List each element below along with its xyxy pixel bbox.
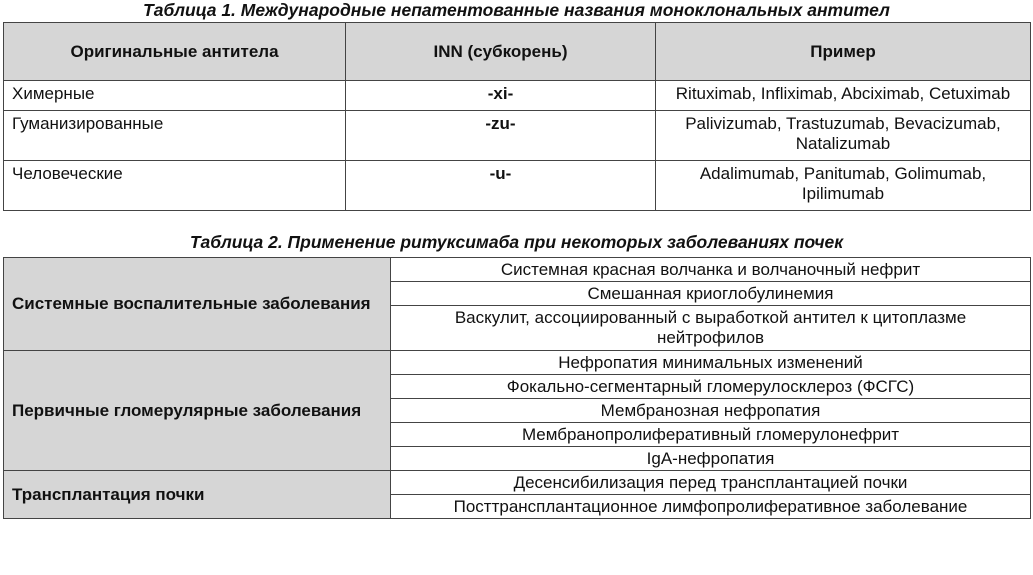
antibody-type-cell: Гуманизированные: [4, 111, 346, 161]
antibody-type-cell: Химерные: [4, 81, 346, 111]
table-row: [4, 471, 1031, 495]
table-row: [4, 81, 1031, 111]
disease-cell: Посттрансплантационное лимфопролиферативное заболевание: [391, 495, 1031, 519]
table-row: [4, 161, 1031, 211]
table2-caption: Таблица 2. Применение ритуксимаба при некоторых заболеваниях почек: [189, 232, 844, 252]
column-header-inn: INN (субкорень): [346, 23, 656, 81]
inn-stem-cell: -zu-: [346, 111, 656, 161]
group-cell-glomerular: Первичные гломерулярные заболевания: [4, 351, 391, 471]
table1-caption: Таблица 1. Международные непатентованные названия моноклональных антител: [143, 0, 890, 20]
table-header-row: [4, 23, 1031, 81]
column-header-antibodies: Оригинальные антитела: [4, 23, 346, 81]
column-header-example: Пример: [656, 23, 1031, 81]
inn-stem-cell: -u-: [346, 161, 656, 211]
rituximab-applications-table: [3, 257, 1031, 519]
example-cell: Rituximab, Infliximab, Abciximab, Cetuximab: [656, 81, 1031, 111]
antibody-type-cell: Человеческие: [4, 161, 346, 211]
disease-cell: Смешанная криоглобулинемия: [391, 282, 1031, 306]
inn-stem-cell: -xi-: [346, 81, 656, 111]
group-cell-transplant: Трансплантация почки: [4, 471, 391, 519]
example-cell: Adalimumab, Panitumab, Golimumab, Ipilimumab: [656, 161, 1031, 211]
table-row: [4, 111, 1031, 161]
disease-cell: Десенсибилизация перед трансплантацией почки: [391, 471, 1031, 495]
disease-cell: Васкулит, ассоциированный с выработкой антител к цитоплазме нейтрофилов: [391, 306, 1031, 351]
group-cell-systemic: Системные воспалительные заболевания: [4, 258, 391, 351]
example-cell: Palivizumab, Trastuzumab, Bevacizumab, Natalizumab: [656, 111, 1031, 161]
disease-cell: Нефропатия минимальных изменений: [391, 351, 1031, 375]
table-row: [4, 258, 1031, 282]
disease-cell: Фокально-сегментарный гломерулосклероз (ФСГС): [391, 375, 1031, 399]
disease-cell: Системная красная волчанка и волчаночный нефрит: [391, 258, 1031, 282]
disease-cell: IgA-нефропатия: [391, 447, 1031, 471]
disease-cell: Мембранозная нефропатия: [391, 399, 1031, 423]
antibody-names-table: [3, 22, 1031, 211]
disease-cell: Мембранопролиферативный гломерулонефрит: [391, 423, 1031, 447]
table-row: [4, 351, 1031, 375]
